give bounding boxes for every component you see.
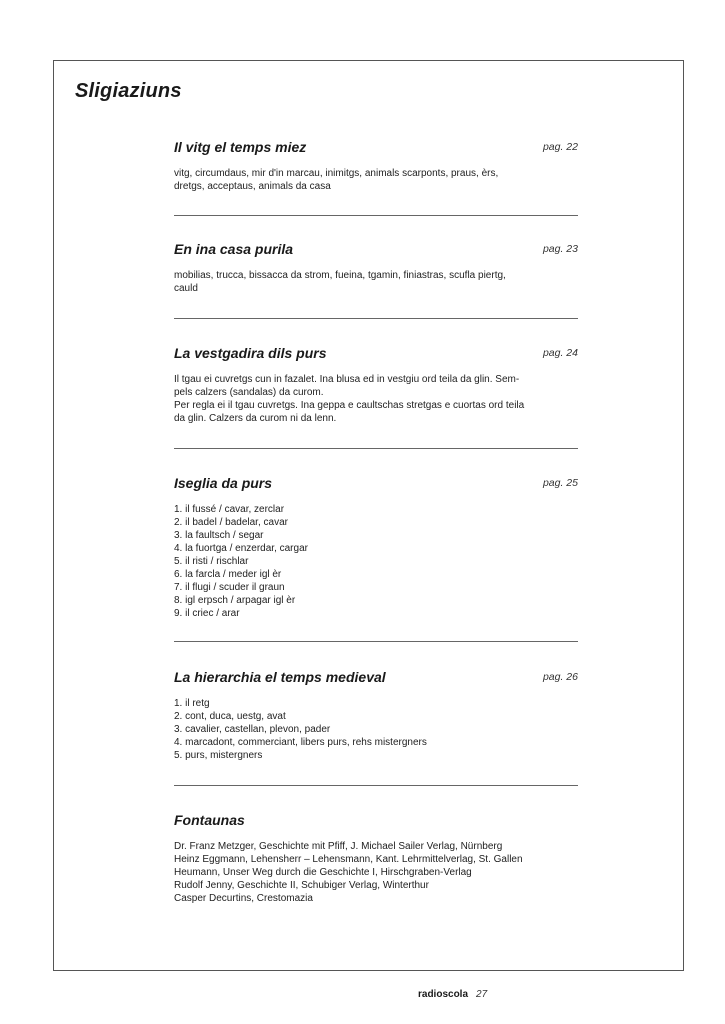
section-divider [174,641,578,642]
section-body [174,697,578,762]
section-divider [174,448,578,449]
page-reference: pag. 22 [542,141,578,153]
page-reference: pag. 26 [542,671,578,683]
tool-list [174,503,578,620]
list-item: 5. purs, mistergners [174,750,263,761]
footer-brand: radioscola [418,989,469,1000]
list-item: 4. marcadont, commerciant, libers purs, rehs mistergners [174,737,427,748]
source-line: Dr. Franz Metzger, Geschichte mit Pfiff, J. Michael Sailer Verlag, Nürnberg [174,841,503,852]
section-title: En ina casa purila [174,241,294,257]
list-item: 3. cavalier, castellan, plevon, pader [174,724,331,735]
list-item: 6. la farcla / meder igl èr [174,569,282,580]
section-title: La vestgadira dils purs [174,345,327,361]
text-line: Per regla ei il tgau cuvretgs. Ina geppa e caultschas stretgas e cuortas ord teila [174,400,525,411]
section-title: Il vitg el temps miez [174,139,307,155]
section-title: La hierarchia el temps medieval [174,669,386,685]
section-divider [174,785,578,786]
page-title: Sligiaziuns [75,80,182,102]
list-item: 1. il fussé / cavar, zerclar [174,504,285,515]
section-vestgadira [174,345,578,425]
text-line: cauld [174,283,198,294]
list-item: 5. il risti / rischlar [174,556,249,567]
source-line: Heinz Eggmann, Lehensherr – Lehensmann, Kant. Lehrmittelverlag, St. Gallen [174,854,523,865]
list-item: 4. la fuortga / enzerdar, cargar [174,543,308,554]
text-line: da glin. Calzers da curom ni da lenn. [174,413,337,424]
section-body [174,503,578,620]
text-line: mobilias, trucca, bissacca da strom, fueina, tgamin, finiastras, scufla piertg, [174,270,506,281]
section-body [174,840,578,905]
list-item: 7. il flugi / scuder il graun [174,582,285,593]
section-body [174,373,578,425]
page-number: 27 [476,989,488,1000]
section-title: Iseglia da purs [174,475,273,491]
list-item: 9. il criec / arar [174,608,240,619]
section-iseglia [174,475,578,620]
section-divider [174,215,578,216]
section-body [174,269,578,295]
text-line: dretgs, acceptaus, animals da casa [174,181,331,192]
source-line: Heumann, Unser Weg durch die Geschichte I, Hirschgraben-Verlag [174,867,472,878]
text-line: Il tgau ei cuvretgs cun in fazalet. Ina blusa ed in vestgiu ord teila da glin. Sem- [174,374,520,385]
section-divider [174,318,578,319]
list-item: 8. igl erpsch / arpagar igl èr [174,595,296,606]
section-vitg [174,139,578,193]
list-item: 1. il retg [174,698,210,709]
source-line: Rudolf Jenny, Geschichte II, Schubiger Verlag, Winterthur [174,880,429,891]
source-line: Casper Decurtins, Crestomazia [174,893,313,904]
text-line: vitg, circumdaus, mir d'in marcau, inimitgs, animals scarponts, praus, èrs, [174,168,499,179]
section-title: Fontaunas [174,812,245,828]
section-fontaunas [174,812,578,905]
list-item: 2. cont, duca, uestg, avat [174,711,286,722]
page-reference: pag. 25 [542,477,578,489]
page-footer [418,989,487,1000]
page-reference: pag. 24 [542,347,578,359]
section-casa-purila [174,241,578,295]
section-hierarchia [174,669,578,762]
list-item: 3. la faultsch / segar [174,530,264,541]
hierarchy-list [174,697,578,762]
page-reference: pag. 23 [542,243,578,255]
text-line: pels calzers (sandalas) da curom. [174,387,324,398]
list-item: 2. il badel / badelar, cavar [174,517,288,528]
section-body [174,167,578,193]
